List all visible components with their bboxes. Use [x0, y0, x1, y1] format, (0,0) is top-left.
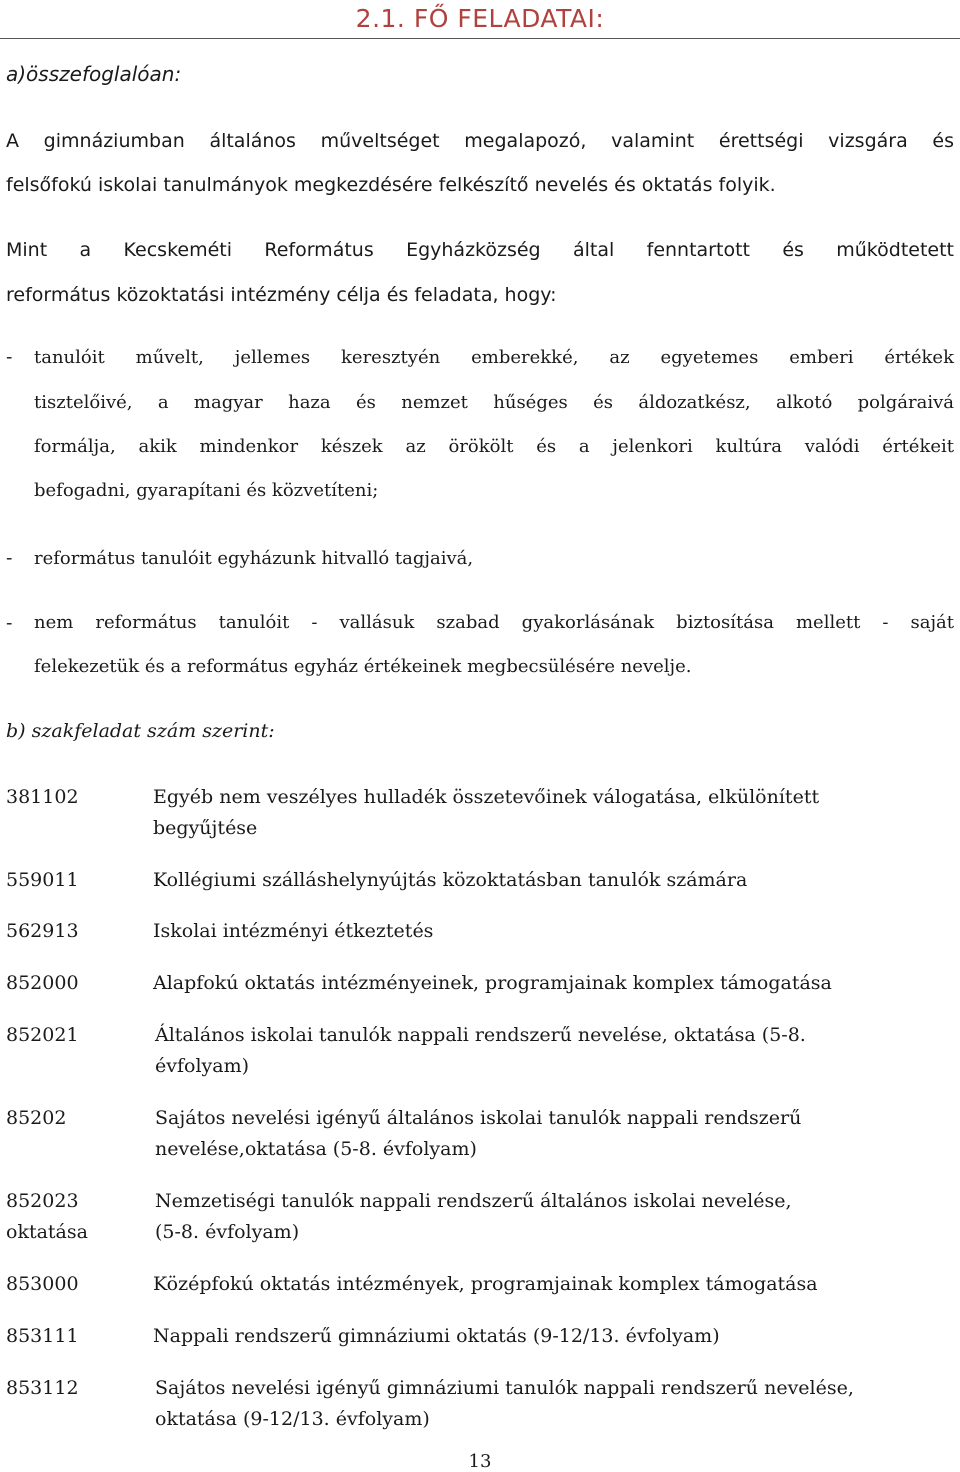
- code-number: 852000: [6, 972, 79, 994]
- code-description: Sajátos nevelési igényű gimnáziumi tanulók nappali rendszerű nevelése,: [155, 1377, 854, 1399]
- code-description: Iskolai intézményi étkeztetés: [153, 920, 434, 942]
- code-description-cont: oktatása (9-12/13. évfolyam): [155, 1408, 430, 1430]
- bullet-1-line-2: tisztelőivé, a magyar haza és nemzet hűséges és áldozatkész, alkotó polgáraivá: [34, 392, 954, 413]
- section-b-label: b) szakfeladat szám szerint:: [6, 720, 275, 742]
- intro-line-1: A gimnáziumban általános műveltséget megalapozó, valamint érettségi vizsgára és: [6, 130, 954, 152]
- code-description-cont: nevelése,oktatása (5-8. évfolyam): [155, 1138, 477, 1160]
- code-number: 381102: [6, 786, 79, 808]
- code-number: 85202: [6, 1107, 67, 1129]
- section-a-label: a)összefoglalóan:: [6, 62, 182, 86]
- code-description-cont: (5-8. évfolyam): [155, 1221, 300, 1243]
- bullet-dash: -: [6, 547, 13, 569]
- mission-line-1: Mint a Kecskeméti Református Egyházközség által fenntartott és működtetett: [6, 239, 954, 261]
- intro-line-2: felsőfokú iskolai tanulmányok megkezdésére felkészítő nevelés és oktatás folyik.: [6, 174, 776, 196]
- code-description: Középfokú oktatás intézmények, programjainak komplex támogatása: [153, 1273, 818, 1295]
- code-description: Kollégiumi szálláshelynyújtás közoktatásban tanulók számára: [153, 869, 748, 891]
- mission-line-2: református közoktatási intézmény célja és feladata, hogy:: [6, 284, 557, 306]
- code-number: 559011: [6, 869, 79, 891]
- bullet-2-line-1: református tanulóit egyházunk hitvalló tagjaivá,: [34, 548, 474, 569]
- code-description: Sajátos nevelési igényű általános iskolai tanulók nappali rendszerű: [155, 1107, 802, 1129]
- code-number: 853111: [6, 1325, 79, 1347]
- bullet-1-line-4: befogadni, gyarapítani és közvetíteni;: [34, 480, 379, 501]
- section-heading: 2.1. FŐ FELADATAI:: [355, 4, 605, 33]
- bullet-dash: -: [6, 346, 13, 368]
- bullet-1-line-1: tanulóit művelt, jellemes keresztyén emberekké, az egyetemes emberi értékek: [34, 347, 954, 368]
- code-number: 562913: [6, 920, 79, 942]
- code-number: 853000: [6, 1273, 79, 1295]
- code-description: Általános iskolai tanulók nappali rendszerű nevelése, oktatása (5-8.: [155, 1024, 806, 1046]
- code-description-cont: begyűjtése: [153, 817, 258, 839]
- bullet-3-line-1: nem református tanulóit - vallásuk szabad gyakorlásának biztosítása mellett - saját: [34, 612, 954, 633]
- code-number-cont: oktatása: [6, 1221, 88, 1243]
- heading-rule: [0, 38, 960, 39]
- code-description: Egyéb nem veszélyes hulladék összetevőinek válogatása, elkülönített: [153, 786, 820, 808]
- code-number: 852023: [6, 1190, 79, 1212]
- bullet-1-line-3: formálja, akik mindenkor készek az örökölt és a jelenkori kultúra valódi értékeit: [34, 436, 954, 457]
- code-description: Nemzetiségi tanulók nappali rendszerű általános iskolai nevelése,: [155, 1190, 792, 1212]
- code-description: Alapfokú oktatás intézményeinek, programjainak komplex támogatása: [153, 972, 832, 994]
- code-number: 852021: [6, 1024, 79, 1046]
- code-number: 853112: [6, 1377, 79, 1399]
- code-description-cont: évfolyam): [155, 1055, 250, 1077]
- code-description: Nappali rendszerű gimnáziumi oktatás (9-12/13. évfolyam): [153, 1325, 720, 1347]
- bullet-dash: -: [6, 612, 13, 634]
- bullet-3-line-2: felekezetük és a református egyház értékeinek megbecsülésére nevelje.: [34, 656, 692, 677]
- page-number: 13: [468, 1451, 492, 1472]
